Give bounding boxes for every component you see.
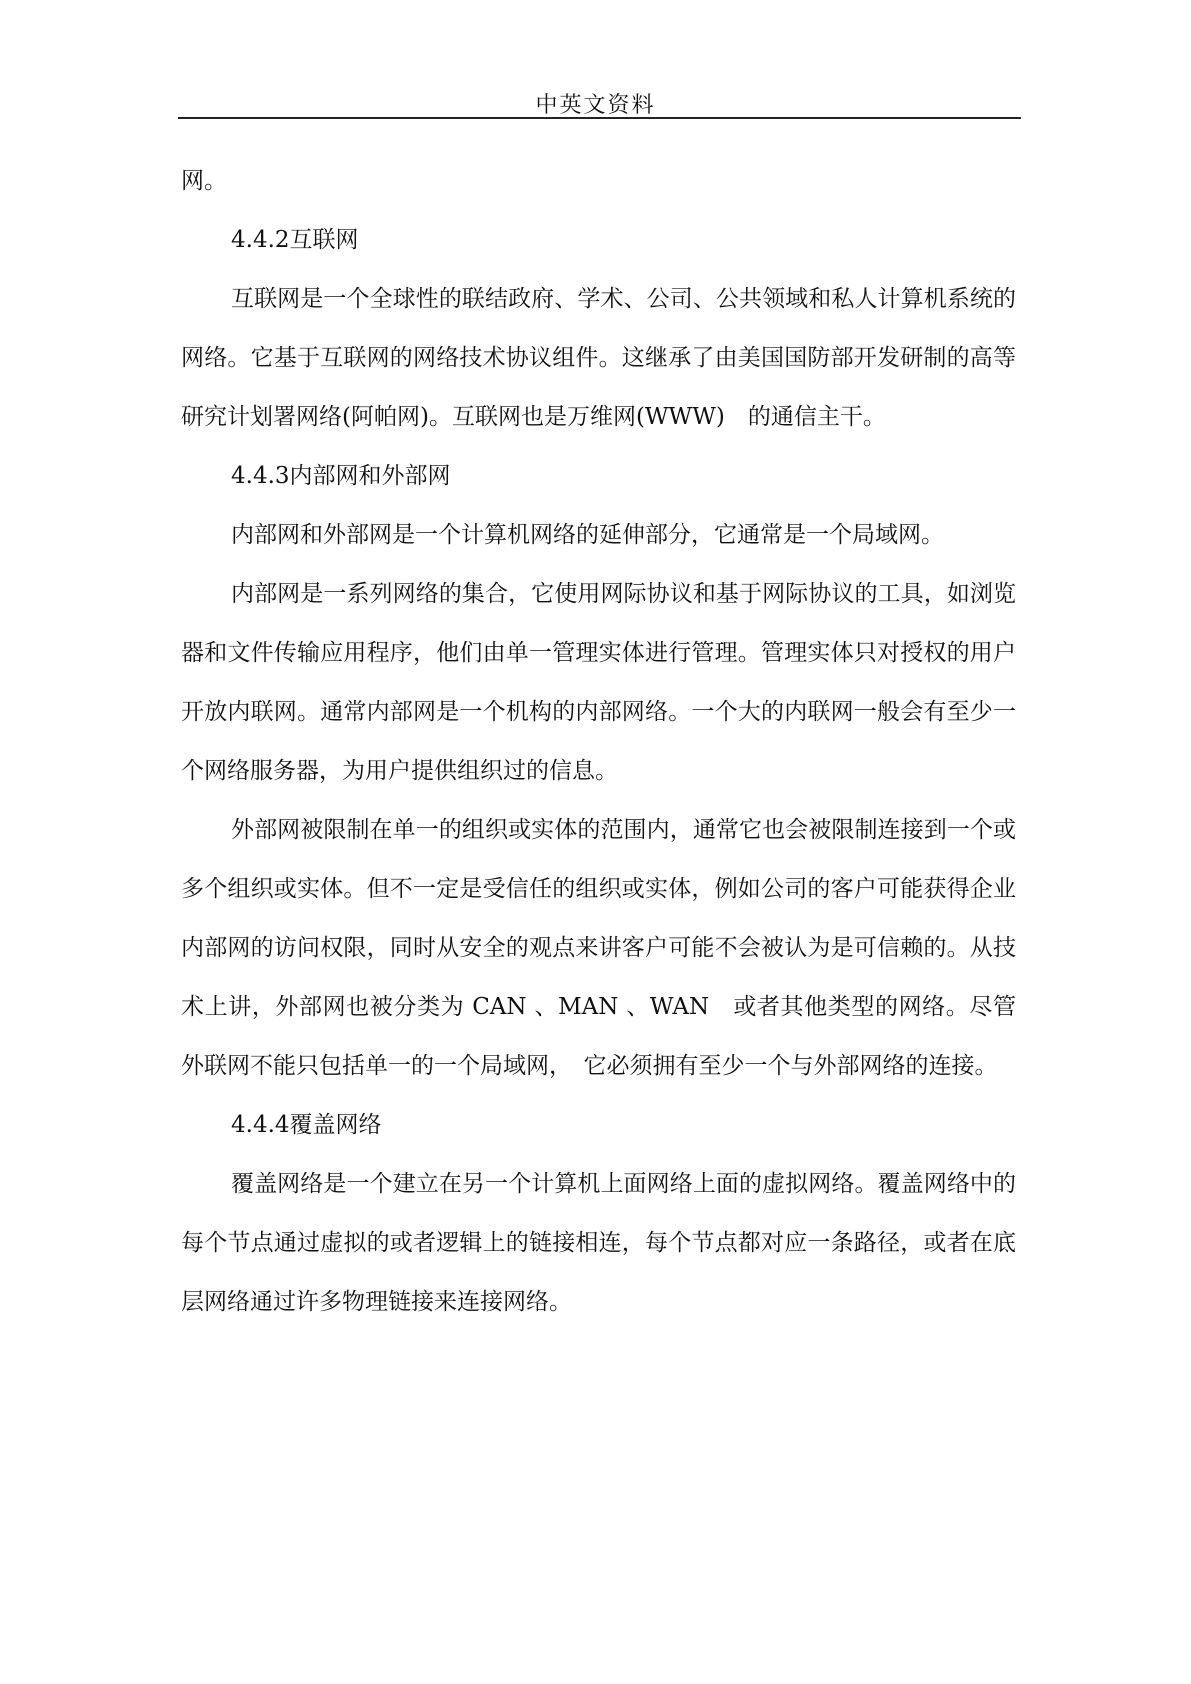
- section-heading-4-4-4: 4.4.4覆盖网络: [231, 1112, 382, 1138]
- paragraph-intranet: 内部网是一系列网络的集合，它使用网际协议和基于网际协议的工具，如浏览器和文件传输应用程序，他们由单一管理实体进行管理。管理实体只对授权的用户开放内联网。通常内部网是一个机构的内部网络。一个大的内联网一般会有至少一个网络服务器，为用户提供组织过的信息。: [181, 581, 1016, 784]
- header-divider: [178, 117, 1020, 119]
- document-body: [181, 152, 1016, 1332]
- page-header-title: 中英文资料: [535, 93, 656, 118]
- section-heading-4-4-2: 4.4.2互联网: [231, 227, 359, 253]
- paragraph-extranet: 外部网被限制在单一的组织或实体的范围内，通常它也会被限制连接到一个或多个组织或实体。但不一定是受信任的组织或实体，例如公司的客户可能获得企业内部网的访问权限，同时从安全的观点来讲客户可能不会被认为是可信赖的。从技术上讲，外部网也被分类为 CAN 、MAN 、WAN 或者其他类型的网络。尽管外联网不能只包括单一的一个局域网， 它必须拥有至少一个与外部网络的连接。: [181, 817, 1016, 1079]
- header-mark: .: [1018, 107, 1023, 123]
- paragraph-internet: 互联网是一个全球性的联结政府、学术、公司、公共领域和私人计算机系统的网络。它基于互联网的网络技术协议组件。这继承了由美国国防部开发研制的高等研究计划署网络(阿帕网)。互联网也是万维网(WWW) 的通信主干。: [181, 286, 1016, 430]
- paragraph-overlay-network: 覆盖网络是一个建立在另一个计算机上面网络上面的虚拟网络。覆盖网络中的每个节点通过虚拟的或者逻辑上的链接相连，每个节点都对应一条路径，或者在底层网络通过许多物理链接来连接网络。: [181, 1171, 1016, 1315]
- paragraph-continuation: 网。: [181, 168, 227, 194]
- paragraph-intranet-extranet: 内部网和外部网是一个计算机网络的延伸部分，它通常是一个局域网。: [231, 522, 944, 548]
- section-heading-4-4-3: 4.4.3内部网和外部网: [231, 463, 451, 489]
